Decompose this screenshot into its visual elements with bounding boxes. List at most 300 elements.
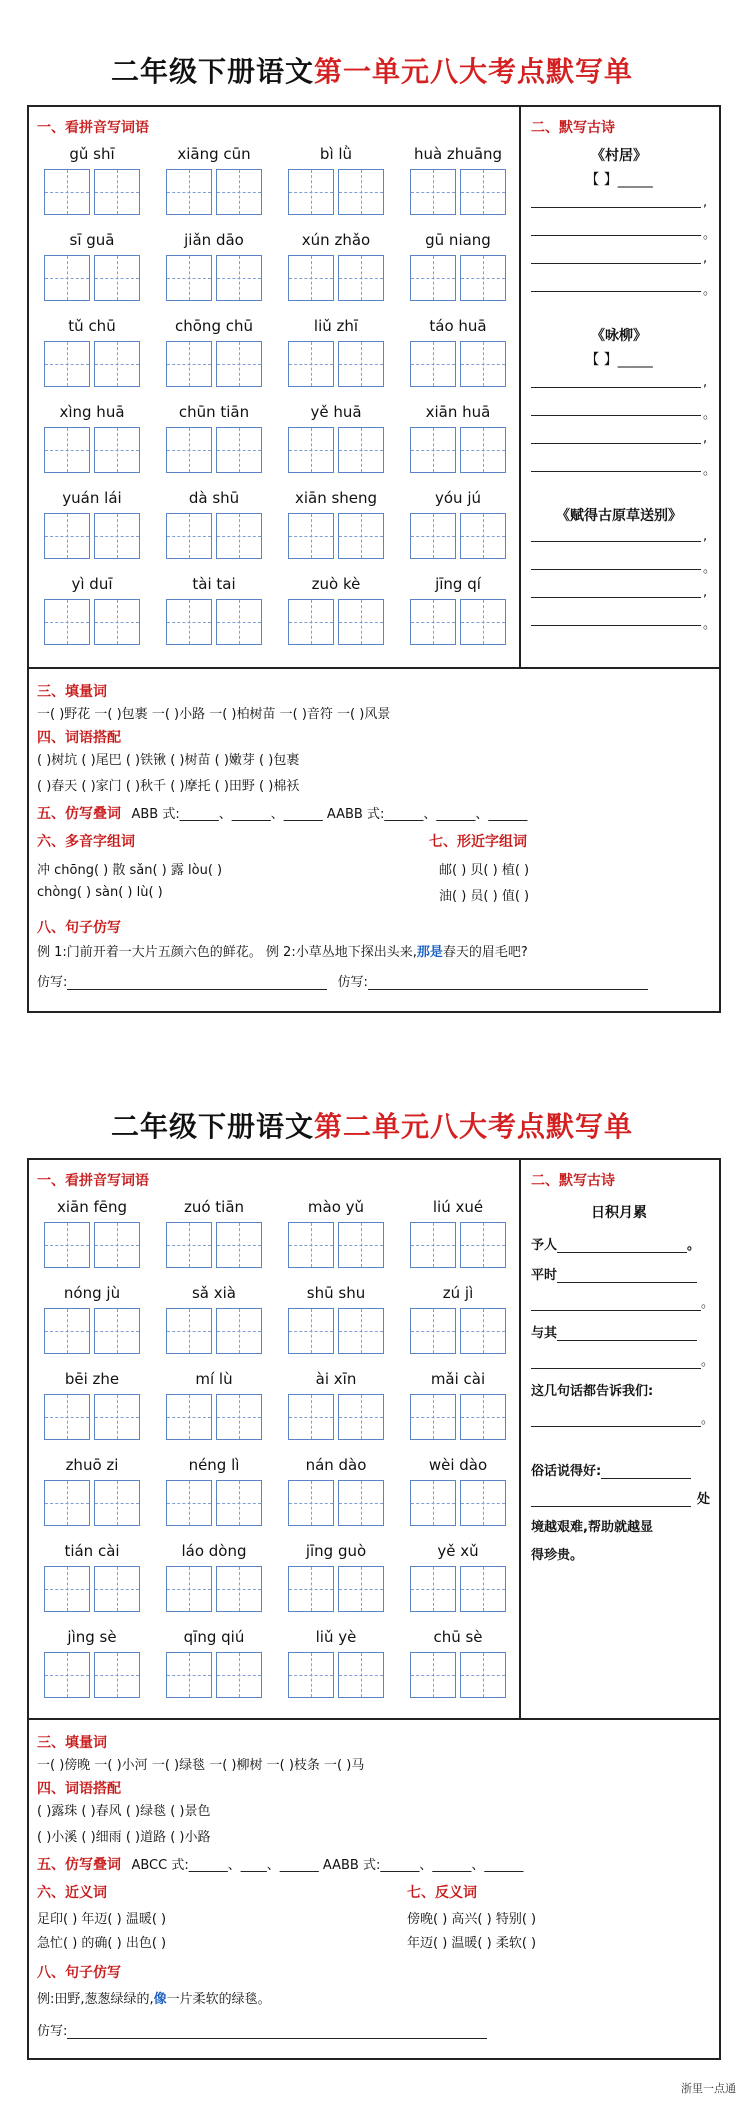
tianzige-box[interactable] — [410, 513, 456, 559]
pinyin-cell — [403, 487, 513, 559]
poem-blank-line[interactable] — [531, 457, 701, 472]
unit2-pinyin-pane — [29, 1160, 521, 1718]
tianzige-box[interactable] — [460, 1222, 506, 1268]
tianzige-box[interactable] — [44, 427, 90, 473]
unit2-example-end: 一片柔软的绿毯。 — [166, 1992, 271, 2007]
tianzige-pair — [37, 427, 147, 473]
tianzige-pair — [281, 1480, 391, 1526]
pinyin-cell — [37, 401, 147, 473]
tianzige-box[interactable] — [216, 599, 262, 645]
tianzige-box[interactable] — [216, 1480, 262, 1526]
tianzige-pair — [37, 255, 147, 301]
pinyin-cell — [403, 573, 513, 645]
pinyin-cell — [37, 1368, 147, 1440]
tianzige-box[interactable] — [94, 169, 140, 215]
tianzige-box[interactable] — [460, 1566, 506, 1612]
pinyin-cell — [281, 487, 391, 559]
pinyin-label: wèi dào — [428, 1456, 488, 1474]
pinyin-cell — [281, 1626, 391, 1698]
tianzige-box[interactable] — [216, 341, 262, 387]
pinyin-cell — [403, 315, 513, 387]
tianzige-box[interactable] — [460, 599, 506, 645]
unit2-example-highlight: 像 — [153, 1992, 167, 2007]
tianzige-pair — [159, 1652, 269, 1698]
tianzige-box[interactable] — [288, 341, 334, 387]
tianzige-box[interactable] — [410, 1222, 456, 1268]
pinyin-label: bēi zhe — [64, 1370, 120, 1388]
unit2-section4-title: 四、词语搭配 — [37, 1781, 121, 1797]
pinyin-cell — [159, 1368, 269, 1440]
tianzige-pair — [37, 1566, 147, 1612]
poem-punctuation: 。 — [703, 227, 717, 242]
tianzige-pair — [281, 427, 391, 473]
saying1-blank[interactable] — [557, 1252, 687, 1253]
tianzige-pair — [403, 513, 513, 559]
pinyin-cell — [281, 229, 391, 301]
poem-cunju-title: 《村居》 — [591, 148, 647, 164]
pinyin-cell — [281, 401, 391, 473]
tianzige-box[interactable] — [410, 1652, 456, 1698]
tianzige-pair — [159, 513, 269, 559]
pinyin-cell — [37, 1540, 147, 1612]
tianzige-box[interactable] — [94, 1222, 140, 1268]
unit2-example-text: 例:田野,葱葱绿绿的, — [37, 1992, 154, 2007]
pinyin-cell — [37, 1626, 147, 1698]
tianzige-box[interactable] — [288, 1308, 334, 1354]
unit2-collocation-row2[interactable]: ( )小溪 ( )细雨 ( )道路 ( )小路 — [37, 1830, 211, 1845]
poem-yongliu-author: 【 】_____ — [585, 352, 653, 368]
tianzige-pair — [37, 169, 147, 215]
pinyin-label: qīng qiú — [183, 1628, 245, 1646]
pinyin-cell — [159, 1196, 269, 1268]
tianzige-box[interactable] — [94, 427, 140, 473]
pinyin-cell — [281, 1454, 391, 1526]
tianzige-pair — [403, 169, 513, 215]
unit1-top — [29, 107, 719, 669]
tianzige-box[interactable] — [44, 1222, 90, 1268]
poem-blank-line[interactable] — [531, 555, 701, 570]
pinyin-label: gǔ shī — [69, 145, 115, 163]
pinyin-cell — [37, 315, 147, 387]
tianzige-box[interactable] — [288, 1222, 334, 1268]
unit1-similar-row1[interactable]: 邮( ) 贝( ) 植( ) — [439, 863, 530, 878]
unit2-section2-title: 二、默写古诗 — [531, 1173, 615, 1189]
unit2-section6-title: 六、近义词 — [37, 1885, 107, 1901]
tianzige-box[interactable] — [288, 169, 334, 215]
poem-blank-line[interactable] — [531, 277, 701, 292]
tianzige-pair — [403, 427, 513, 473]
tianzige-box[interactable] — [338, 1566, 384, 1612]
tianzige-box[interactable] — [216, 1652, 262, 1698]
tianzige-pair — [159, 255, 269, 301]
tianzige-box[interactable] — [410, 255, 456, 301]
tianzige-box[interactable] — [410, 1308, 456, 1354]
poem-fude-title: 《赋得古原草送别》 — [556, 508, 682, 524]
proverb-blank1[interactable] — [601, 1478, 691, 1479]
tianzige-box[interactable] — [44, 599, 90, 645]
pinyin-label: jīng guò — [305, 1542, 367, 1560]
unit2-example — [37, 1988, 271, 2007]
unit1-collocation-row2[interactable]: ( )春天 ( )家门 ( )秋千 ( )摩托 ( )田野 ( )棉袄 — [37, 779, 300, 794]
pinyin-label: zuó tiān — [183, 1198, 245, 1216]
pinyin-cell — [37, 1282, 147, 1354]
pinyin-cell — [403, 1368, 513, 1440]
tianzige-box[interactable] — [94, 599, 140, 645]
pinyin-label: táo huā — [429, 317, 487, 335]
unit2-imitate-row — [37, 2020, 487, 2039]
proverb-blank2[interactable] — [531, 1506, 691, 1507]
pinyin-label: zhuō zi — [65, 1456, 119, 1474]
unit1-title-red: 第一单元八大考点默写单 — [314, 55, 634, 88]
unit2-antonym-row2[interactable]: 年迈( ) 温暖( ) 柔软( ) — [407, 1936, 537, 1951]
pinyin-label: xún zhǎo — [301, 231, 371, 249]
unit1-collocation-row1[interactable]: ( )树坑 ( )尾巴 ( )铁锹 ( )树苗 ( )嫩芽 ( )包裹 — [37, 753, 300, 768]
unit2-top — [29, 1160, 719, 1720]
tianzige-box[interactable] — [410, 341, 456, 387]
pinyin-label: gū niang — [425, 231, 491, 249]
tianzige-box[interactable] — [44, 255, 90, 301]
saying1-label: 予人 — [531, 1238, 558, 1253]
tianzige-box[interactable] — [338, 1394, 384, 1440]
unit2-title-red: 第二单元八大考点默写单 — [314, 1110, 634, 1143]
pinyin-label: tián cài — [64, 1542, 120, 1560]
pinyin-label: nóng jù — [63, 1284, 121, 1302]
pinyin-label: mào yǔ — [307, 1198, 365, 1216]
unit2-section1-title: 一、看拼音写词语 — [37, 1173, 149, 1189]
tianzige-box[interactable] — [166, 1652, 212, 1698]
tianzige-box[interactable] — [288, 1652, 334, 1698]
poem-blank-line[interactable] — [531, 373, 701, 388]
tianzige-box[interactable] — [216, 1222, 262, 1268]
tianzige-pair — [37, 1652, 147, 1698]
tianzige-pair — [159, 427, 269, 473]
tianzige-box[interactable] — [166, 255, 212, 301]
pinyin-cell — [159, 143, 269, 215]
tianzige-box[interactable] — [44, 1480, 90, 1526]
tianzige-box[interactable] — [94, 1308, 140, 1354]
pinyin-label: bì lǜ — [319, 145, 353, 163]
tianzige-pair — [159, 1566, 269, 1612]
tianzige-box[interactable] — [44, 1394, 90, 1440]
proverb-line4: 得珍贵。 — [531, 1548, 584, 1563]
pinyin-label: tài tai — [192, 575, 236, 593]
pinyin-cell — [159, 573, 269, 645]
pinyin-cell — [281, 573, 391, 645]
unit2-section3-title: 三、填量词 — [37, 1735, 107, 1751]
pinyin-label: xiāng cūn — [177, 145, 251, 163]
pinyin-label: láo dòng — [181, 1542, 247, 1560]
unit1-title-black: 二年级下册语文 — [110, 55, 314, 88]
tianzige-box[interactable] — [44, 513, 90, 559]
tianzige-box[interactable] — [288, 1480, 334, 1526]
pinyin-cell — [403, 401, 513, 473]
tianzige-box[interactable] — [338, 1222, 384, 1268]
tianzige-box[interactable] — [166, 169, 212, 215]
tianzige-pair — [403, 1222, 513, 1268]
tianzige-box[interactable] — [166, 341, 212, 387]
unit1-section7-title: 七、形近字组词 — [429, 834, 527, 850]
tianzige-box[interactable] — [460, 169, 506, 215]
tianzige-box[interactable] — [94, 341, 140, 387]
pinyin-label: chōng chū — [175, 317, 253, 335]
tianzige-box[interactable] — [216, 1394, 262, 1440]
pinyin-label: liú xué — [432, 1198, 484, 1216]
pinyin-label: sī guā — [69, 231, 115, 249]
pinyin-label: néng lì — [188, 1456, 240, 1474]
tianzige-pair — [159, 169, 269, 215]
saying3-blank2[interactable] — [531, 1368, 701, 1369]
tianzige-box[interactable] — [166, 513, 212, 559]
poem-punctuation: , — [703, 375, 708, 390]
unit1-section1-title: 一、看拼音写词语 — [37, 120, 149, 136]
pinyin-label: ài xīn — [315, 1370, 357, 1388]
poem-punctuation: 。 — [703, 407, 717, 422]
pinyin-label: mí lù — [195, 1370, 233, 1388]
tianzige-pair — [281, 1222, 391, 1268]
tianzige-box[interactable] — [44, 1308, 90, 1354]
tianzige-box[interactable] — [460, 255, 506, 301]
footer-watermark: 浙里一点通 — [681, 2082, 736, 2095]
unit2-reduplication[interactable]: ABCC 式:______、____、______ AABB 式:______、______、______ — [131, 1858, 524, 1873]
poem-punctuation: , — [703, 195, 708, 210]
unit2-section5-title: 五、仿写叠词 — [37, 1857, 121, 1873]
tianzige-box[interactable] — [94, 1480, 140, 1526]
tianzige-box[interactable] — [410, 599, 456, 645]
pinyin-cell — [403, 1540, 513, 1612]
poem-blank-line[interactable] — [531, 611, 701, 626]
unit1-example — [37, 941, 528, 960]
tianzige-box[interactable] — [216, 513, 262, 559]
unit1-reduplication[interactable]: ABB 式:______、______、______ AABB 式:______、______、______ — [131, 807, 528, 822]
unit2-imitate-label: 仿写: — [37, 2024, 68, 2039]
pinyin-cell — [37, 487, 147, 559]
tianzige-box[interactable] — [460, 1308, 506, 1354]
tianzige-box[interactable] — [216, 1566, 262, 1612]
unit2-antonym-row1[interactable]: 傍晚( ) 高兴( ) 特别( ) — [407, 1912, 537, 1927]
tianzige-pair — [281, 341, 391, 387]
unit1-example-end: 春天的眉毛吧? — [442, 945, 528, 960]
unit1-polyphone-row1[interactable]: 冲 chōng( ) 散 sǎn( ) 露 lòu( ) — [37, 863, 223, 878]
tianzige-pair — [281, 1566, 391, 1612]
tianzige-box[interactable] — [44, 169, 90, 215]
tianzige-box[interactable] — [166, 1480, 212, 1526]
saying2-label: 平时 — [531, 1268, 558, 1283]
tianzige-box[interactable] — [44, 1566, 90, 1612]
poem-blank-line[interactable] — [531, 583, 701, 598]
unit1-pinyin-pane — [29, 107, 521, 667]
tianzige-box[interactable] — [338, 1652, 384, 1698]
pinyin-cell — [159, 229, 269, 301]
pinyin-label: xìng huā — [59, 403, 125, 421]
rijiyuelei-title: 日积月累 — [591, 1205, 647, 1221]
unit2-synonym-row1[interactable]: 足印( ) 年迈( ) 温暖( ) — [37, 1912, 167, 1927]
saying3-label: 与其 — [531, 1326, 558, 1341]
pinyin-label: huà zhuāng — [413, 145, 503, 163]
tianzige-box[interactable] — [288, 255, 334, 301]
tianzige-box[interactable] — [288, 599, 334, 645]
tianzige-box[interactable] — [166, 1222, 212, 1268]
saying3-blank[interactable] — [557, 1340, 697, 1341]
unit2-collocation-row1[interactable]: ( )露珠 ( )春风 ( )绿毯 ( )景色 — [37, 1804, 211, 1819]
pinyin-label: yóu jú — [434, 489, 481, 507]
tianzige-box[interactable] — [166, 599, 212, 645]
unit1-polyphone-row2[interactable]: chòng( ) sàn( ) lù( ) — [37, 885, 163, 900]
tianzige-box[interactable] — [338, 599, 384, 645]
pinyin-cell — [403, 1196, 513, 1268]
saying2-blank[interactable] — [557, 1282, 697, 1283]
tianzige-box[interactable] — [410, 1480, 456, 1526]
tianzige-box[interactable] — [460, 1394, 506, 1440]
tianzige-box[interactable] — [410, 1394, 456, 1440]
pinyin-label: chū sè — [433, 1628, 483, 1646]
tianzige-pair — [37, 341, 147, 387]
poem-punctuation: , — [703, 431, 708, 446]
unit2-measure-words[interactable]: 一( )傍晚 一( )小河 一( )绿毯 一( )柳树 一( )枝条 一( )马 — [37, 1758, 365, 1773]
unit1-section5-title: 五、仿写叠词 — [37, 806, 121, 822]
poem-blank-line[interactable] — [531, 527, 701, 542]
unit1-section2-title: 二、默写古诗 — [531, 120, 615, 136]
tianzige-box[interactable] — [338, 341, 384, 387]
pinyin-cell — [37, 1196, 147, 1268]
pinyin-cell — [281, 1540, 391, 1612]
tianzige-box[interactable] — [410, 1566, 456, 1612]
pinyin-label: xiān fēng — [56, 1198, 128, 1216]
unit2-title-black: 二年级下册语文 — [110, 1110, 314, 1143]
tianzige-box[interactable] — [94, 1394, 140, 1440]
pinyin-cell — [281, 1368, 391, 1440]
tianzige-pair — [37, 513, 147, 559]
pinyin-cell — [37, 1454, 147, 1526]
pinyin-cell — [37, 573, 147, 645]
poem-punctuation: , — [703, 251, 708, 266]
poem-blank-line[interactable] — [531, 249, 701, 264]
saying2-blank2[interactable] — [531, 1310, 701, 1311]
pinyin-label: xiān huā — [425, 403, 491, 421]
tianzige-box[interactable] — [460, 513, 506, 559]
pinyin-label: sǎ xià — [191, 1284, 236, 1302]
tianzige-box[interactable] — [166, 1566, 212, 1612]
pinyin-cell — [159, 401, 269, 473]
pinyin-label: dà shū — [188, 489, 240, 507]
tianzige-box[interactable] — [338, 427, 384, 473]
pinyin-cell — [159, 1540, 269, 1612]
tianzige-pair — [403, 1480, 513, 1526]
tianzige-box[interactable] — [338, 255, 384, 301]
tianzige-box[interactable] — [94, 513, 140, 559]
tianzige-box[interactable] — [460, 1480, 506, 1526]
tianzige-box[interactable] — [460, 341, 506, 387]
unit1-section6-title: 六、多音字组词 — [37, 834, 135, 850]
tianzige-box[interactable] — [410, 169, 456, 215]
tianzige-box[interactable] — [288, 513, 334, 559]
tianzige-pair — [281, 1652, 391, 1698]
tianzige-box[interactable] — [338, 513, 384, 559]
tianzige-pair — [403, 1308, 513, 1354]
tianzige-box[interactable] — [410, 427, 456, 473]
pinyin-cell — [403, 1626, 513, 1698]
tianzige-pair — [403, 599, 513, 645]
tianzige-box[interactable] — [338, 1480, 384, 1526]
unit2-synonym-row2[interactable]: 急忙( ) 的确( ) 出色( ) — [37, 1936, 167, 1951]
tianzige-box[interactable] — [44, 1652, 90, 1698]
unit2-sheet — [27, 1158, 721, 2060]
tianzige-box[interactable] — [94, 1566, 140, 1612]
poem-punctuation: 。 — [703, 463, 717, 478]
tianzige-box[interactable] — [166, 1394, 212, 1440]
tianzige-box[interactable] — [44, 341, 90, 387]
pinyin-label: zú jì — [442, 1284, 474, 1302]
pinyin-label: yě xǔ — [437, 1542, 479, 1560]
pinyin-cell — [159, 1454, 269, 1526]
unit1-poem-pane — [519, 107, 719, 667]
tianzige-box[interactable] — [94, 255, 140, 301]
tianzige-pair — [37, 1308, 147, 1354]
summary-label: 这几句话都告诉我们: — [531, 1384, 654, 1399]
pinyin-label: yě huā — [310, 403, 362, 421]
unit2-imitate-blank[interactable] — [67, 2038, 487, 2039]
pinyin-label: yuán lái — [62, 489, 122, 507]
unit1-imitate-blank2[interactable] — [368, 989, 648, 990]
unit1-imitate-blank1[interactable] — [67, 989, 327, 990]
poem-blank-line[interactable] — [531, 401, 701, 416]
tianzige-box[interactable] — [216, 255, 262, 301]
unit2-title — [0, 1105, 744, 1145]
tianzige-box[interactable] — [460, 427, 506, 473]
poem-blank-line[interactable] — [531, 221, 701, 236]
tianzige-box[interactable] — [288, 1394, 334, 1440]
unit1-similar-row2[interactable]: 油( ) 员( ) 值( ) — [439, 889, 530, 904]
tianzige-pair — [281, 599, 391, 645]
tianzige-box[interactable] — [288, 427, 334, 473]
poem-punctuation: , — [703, 529, 708, 544]
unit1-example-highlight: 那是 — [416, 945, 443, 960]
unit2-section8-title: 八、句子仿写 — [37, 1965, 121, 1981]
tianzige-pair — [281, 1308, 391, 1354]
pinyin-cell — [403, 143, 513, 215]
tianzige-pair — [403, 341, 513, 387]
unit1-section3-title: 三、填量词 — [37, 684, 107, 700]
tianzige-box[interactable] — [216, 427, 262, 473]
poem-blank-line[interactable] — [531, 193, 701, 208]
tianzige-box[interactable] — [288, 1566, 334, 1612]
summary-blank[interactable] — [531, 1426, 701, 1427]
tianzige-box[interactable] — [338, 1308, 384, 1354]
unit1-imitate-label2: 仿写: — [337, 975, 368, 990]
unit1-measure-words[interactable]: 一( )野花 一( )包裹 一( )小路 一( )柏树苗 一( )音符 一( )风景 — [37, 707, 391, 722]
tianzige-pair — [159, 1394, 269, 1440]
proverb-line3: 境越艰难,帮助就越显 — [531, 1520, 653, 1535]
tianzige-box[interactable] — [166, 1308, 212, 1354]
tianzige-pair — [37, 599, 147, 645]
tianzige-box[interactable] — [94, 1652, 140, 1698]
tianzige-pair — [159, 1222, 269, 1268]
unit1-imitate-label1: 仿写: — [37, 975, 68, 990]
tianzige-pair — [403, 1394, 513, 1440]
poem-punctuation: 。 — [703, 561, 717, 576]
unit1-section8-title: 八、句子仿写 — [37, 920, 121, 936]
proverb-chu: 处 — [697, 1492, 711, 1507]
tianzige-box[interactable] — [460, 1652, 506, 1698]
pinyin-label: mǎi cài — [430, 1370, 486, 1388]
tianzige-box[interactable] — [216, 1308, 262, 1354]
tianzige-box[interactable] — [216, 169, 262, 215]
unit1-imitate-row — [37, 971, 648, 990]
poem-blank-line[interactable] — [531, 429, 701, 444]
pinyin-cell — [403, 1454, 513, 1526]
tianzige-box[interactable] — [338, 169, 384, 215]
pinyin-cell — [281, 143, 391, 215]
tianzige-box[interactable] — [166, 427, 212, 473]
